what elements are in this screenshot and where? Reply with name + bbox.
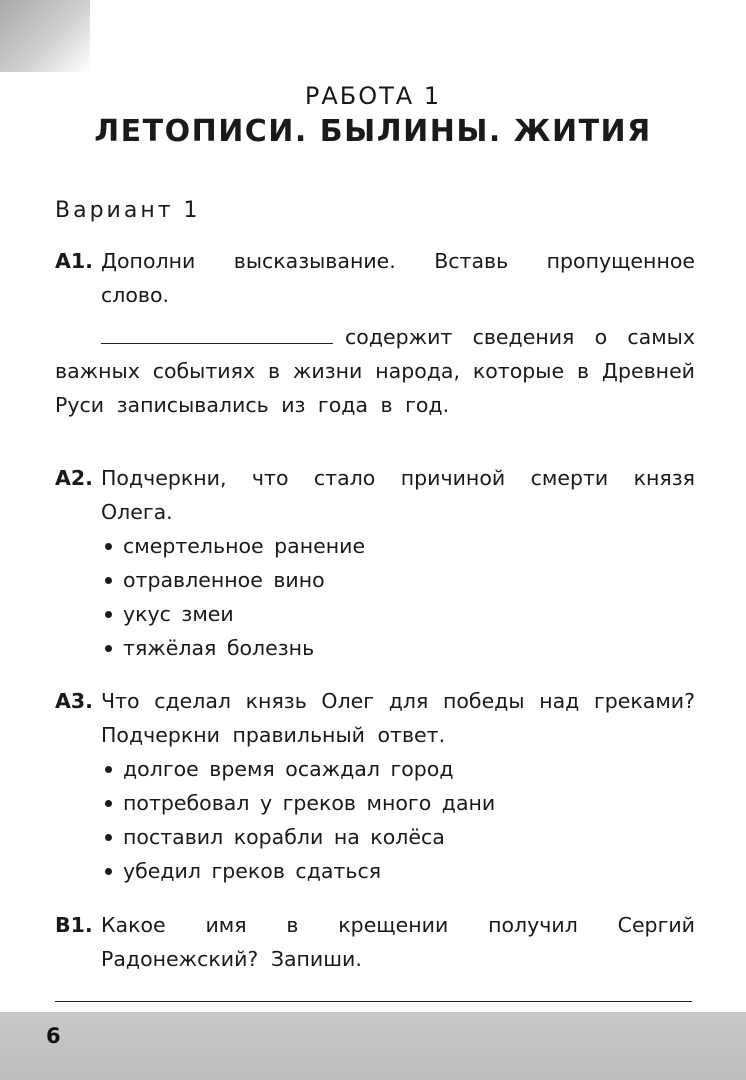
page-title: ЛЕТОПИСИ. БЫЛИНЫ. ЖИТИЯ — [94, 114, 652, 149]
task-question: Дополни высказывание. Вставь пропущенное слово. — [101, 249, 695, 307]
statement-text: содержит сведения о самых важных событиях в жизни народа, которые в Древней Руси записывались из года в год. — [55, 325, 695, 417]
task-question: Подчеркни, что стало причиной смерти князя Олега. — [101, 466, 695, 524]
page-footer-band — [0, 1012, 746, 1080]
task-label: А2. — [55, 466, 93, 490]
option-item[interactable]: отравленное вино — [105, 563, 695, 597]
option-item[interactable]: убедил греков сдаться — [105, 854, 695, 888]
task-label: В1. — [55, 913, 93, 937]
answer-blank[interactable] — [101, 321, 333, 344]
answer-line[interactable] — [55, 1001, 692, 1002]
task-a2 — [55, 461, 695, 665]
task-label: А1. — [55, 249, 93, 273]
page-number: 6 — [46, 1024, 61, 1048]
variant-heading: Вариант 1 — [55, 198, 201, 223]
option-item[interactable]: тяжёлая болезнь — [105, 631, 695, 665]
task-a1 — [55, 244, 695, 422]
task-a3 — [55, 684, 695, 888]
task-question: Что сделал князь Олег для победы над греками? Подчеркни правильный ответ. — [101, 689, 695, 747]
option-item[interactable]: смертельное ранение — [105, 529, 695, 563]
corner-shadow — [0, 0, 90, 72]
option-item[interactable]: укус змеи — [105, 597, 695, 631]
task-a1-statement — [55, 320, 695, 422]
option-item[interactable]: поставил корабли на колёса — [105, 820, 695, 854]
task-b1 — [55, 908, 695, 976]
work-number: РАБОТА 1 — [304, 82, 442, 110]
options-list — [55, 529, 695, 665]
option-item[interactable]: потребовал у греков много дани — [105, 786, 695, 820]
task-question: Какое имя в крещении получил Сергий Радонежский? Запиши. — [101, 913, 695, 971]
option-item[interactable]: долгое время осаждал город — [105, 752, 695, 786]
task-label: А3. — [55, 689, 93, 713]
options-list — [55, 752, 695, 888]
